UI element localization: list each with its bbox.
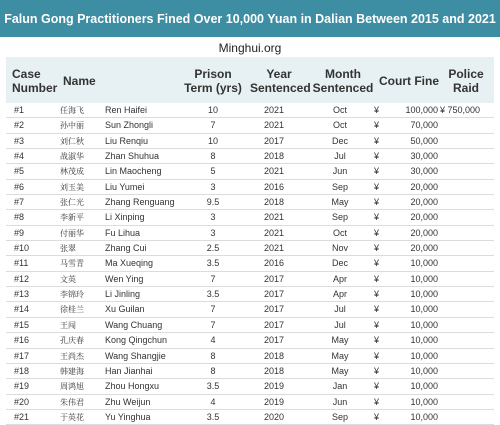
year-sentenced-cell: 2021	[263, 227, 285, 238]
court-fine-cell: 20,000	[410, 227, 438, 238]
case-number-cell: #1	[14, 105, 25, 115]
case-number-cell: #18	[14, 365, 30, 376]
chinese-name-cell: 孙中丽	[60, 121, 84, 131]
name-cell: Ren Haifei	[105, 105, 148, 115]
month-sentenced-cell: Dec	[331, 135, 348, 146]
table-row	[6, 164, 494, 179]
year-sentenced-cell: 2019	[263, 396, 285, 407]
yen-symbol: ¥	[374, 105, 380, 115]
yen-symbol: ¥	[374, 135, 380, 146]
prison-term-cell: 8	[210, 365, 216, 376]
name-cell: Zhou Hongxu	[105, 381, 160, 392]
case-number-cell: #16	[14, 335, 30, 346]
case-number-cell: #14	[14, 304, 30, 315]
month-sentenced-cell: Oct	[332, 120, 347, 131]
month-sentenced-cell: May	[331, 197, 349, 208]
prison-term-cell: 8	[210, 350, 216, 361]
yen-symbol: ¥	[374, 243, 380, 254]
year-sentenced-cell: 2018	[263, 350, 285, 361]
prison-term-cell: 2.5	[206, 243, 220, 254]
chinese-name-cell: 韩建海	[60, 366, 84, 376]
case-number-cell: #5	[14, 166, 25, 177]
case-number-cell: #2	[14, 120, 25, 131]
prison-term-cell: 8	[210, 151, 216, 162]
court-fine-cell: 10,000	[410, 304, 438, 315]
year-sentenced-cell: 2017	[263, 135, 285, 146]
case-number-cell: #12	[14, 273, 30, 284]
table-row	[6, 333, 494, 348]
case-number-cell: #6	[14, 181, 25, 192]
name-cell: Fu Lihua	[105, 227, 141, 238]
prison-term-cell: 3	[210, 212, 216, 223]
chinese-name-cell: 刘玉美	[60, 182, 84, 192]
prison-term-cell: 4	[210, 396, 216, 407]
court-fine-cell: 10,000	[410, 365, 438, 376]
prison-term-cell: 10	[207, 105, 218, 115]
month-sentenced-cell: May	[331, 365, 349, 376]
chinese-name-cell: 周鸿旭	[60, 382, 84, 392]
year-sentenced-cell: 2018	[263, 151, 285, 162]
court-fine-cell: 20,000	[410, 181, 438, 192]
name-cell: Xu Guilan	[105, 304, 145, 315]
month-sentenced-cell: Jul	[334, 304, 346, 315]
yen-symbol: ¥	[374, 411, 380, 422]
prison-term-cell: 3	[210, 181, 216, 192]
court-fine-cell: 70,000	[410, 120, 438, 131]
table-row	[6, 149, 494, 164]
case-number-cell: #8	[14, 212, 25, 223]
chinese-name-cell: 徐桂兰	[60, 305, 84, 315]
prison-term-cell: 10	[207, 135, 218, 146]
year-sentenced-cell: 2017	[263, 304, 285, 315]
yen-symbol: ¥	[374, 227, 380, 238]
table-header	[6, 57, 494, 103]
court-fine-cell: 50,000	[410, 135, 438, 146]
yen-symbol: ¥	[374, 181, 380, 192]
chinese-name-cell: 付丽华	[60, 228, 84, 238]
year-sentenced-cell: 2021	[263, 243, 285, 254]
court-fine-cell: 20,000	[410, 197, 438, 208]
prison-term-cell: 7	[210, 273, 216, 284]
year-sentenced-cell: 2017	[263, 273, 285, 284]
chinese-name-cell: 王闯	[60, 320, 76, 330]
header-prison-term: Prison Term (yrs)	[184, 67, 242, 95]
month-sentenced-cell: Oct	[332, 105, 347, 115]
table-row	[6, 379, 494, 394]
yen-symbol: ¥	[374, 120, 380, 131]
month-sentenced-cell: Dec	[331, 258, 348, 269]
month-sentenced-cell: Apr	[332, 289, 347, 300]
chinese-name-cell: 于英花	[60, 412, 84, 422]
yen-symbol: ¥	[374, 335, 380, 346]
yen-symbol: ¥	[374, 304, 380, 315]
table-row	[6, 103, 494, 118]
year-sentenced-cell: 2016	[263, 258, 285, 269]
name-cell: Wen Ying	[105, 273, 144, 284]
year-sentenced-cell: 2019	[263, 381, 285, 392]
chinese-name-cell: 朱伟君	[60, 397, 84, 407]
chinese-name-cell: 王尚杰	[60, 351, 84, 361]
name-cell: Zhan Shuhua	[105, 151, 160, 162]
month-sentenced-cell: Nov	[331, 243, 348, 254]
table-row	[6, 349, 494, 364]
name-cell: Zhang Cui	[105, 243, 147, 254]
chinese-name-cell: 李新平	[60, 213, 84, 223]
court-fine-cell: 10,000	[410, 350, 438, 361]
name-cell: Han Jianhai	[105, 365, 153, 376]
month-sentenced-cell: May	[331, 350, 349, 361]
table-row	[6, 272, 494, 287]
yen-symbol: ¥	[374, 289, 380, 300]
name-cell: Ma Xueqing	[105, 258, 154, 269]
table-row	[6, 395, 494, 410]
name-cell: Zhang Renguang	[105, 197, 175, 208]
table-row	[6, 318, 494, 333]
case-number-cell: #19	[14, 381, 30, 392]
court-fine-cell: 30,000	[410, 151, 438, 162]
month-sentenced-cell: Sep	[331, 212, 348, 223]
prison-term-cell: 3.5	[206, 411, 220, 422]
year-sentenced-cell: 2018	[263, 365, 285, 376]
page-title	[0, 0, 500, 37]
table-row	[6, 180, 494, 195]
name-cell: Lin Maocheng	[105, 166, 162, 177]
year-sentenced-cell: 2021	[263, 120, 285, 131]
prison-term-cell: 4	[210, 335, 216, 346]
case-number-cell: #13	[14, 289, 30, 300]
name-cell: Kong Qingchun	[105, 335, 168, 346]
month-sentenced-cell: Oct	[332, 227, 347, 238]
table-row	[6, 256, 494, 271]
table-row	[6, 195, 494, 210]
prison-term-cell: 9.5	[206, 197, 220, 208]
prison-term-cell: 7	[210, 120, 216, 131]
yen-symbol: ¥	[374, 381, 380, 392]
table-row	[6, 210, 494, 225]
name-cell: Li Xinping	[105, 212, 145, 223]
court-fine-cell: 10,000	[410, 273, 438, 284]
header-court-fine: Court Fine	[379, 74, 439, 88]
case-number-cell: #17	[14, 350, 30, 361]
name-cell: Liu Yumei	[105, 181, 145, 192]
court-fine-cell: 10,000	[410, 258, 438, 269]
month-sentenced-cell: May	[331, 335, 349, 346]
header-year-sentenced: Year Sentenced	[250, 67, 311, 95]
case-number-cell: #10	[14, 243, 30, 254]
header-police-raid: Police Raid	[448, 67, 484, 95]
court-fine-cell: 10,000	[410, 289, 438, 300]
prison-term-cell: 3.5	[206, 258, 220, 269]
court-fine-cell: 10,000	[410, 411, 438, 422]
year-sentenced-cell: 2017	[263, 335, 285, 346]
case-number-cell: #15	[14, 319, 30, 330]
case-number-cell: #20	[14, 396, 30, 407]
name-cell: Zhu Weijun	[105, 396, 151, 407]
year-sentenced-cell: 2017	[263, 319, 285, 330]
case-number-cell: #21	[14, 411, 30, 422]
police-raid-cell: ¥ 750,000	[440, 105, 481, 115]
year-sentenced-cell: 2021	[263, 212, 285, 223]
table-row	[6, 118, 494, 133]
case-number-cell: #11	[14, 258, 29, 269]
name-cell: Sun Zhongli	[105, 120, 154, 131]
name-cell: Wang Chuang	[105, 319, 163, 330]
chinese-name-cell: 任海飞	[60, 106, 84, 115]
yen-symbol: ¥	[374, 396, 380, 407]
title-text: Falun Gong Practitioners Fined Over 10,000 Yuan in Dalian Between 2015 and 2021	[4, 11, 496, 26]
year-sentenced-cell: 2021	[263, 166, 285, 177]
name-cell: Li Jinling	[105, 289, 141, 300]
table-row	[6, 134, 494, 149]
yen-symbol: ¥	[374, 319, 380, 330]
month-sentenced-cell: Jul	[334, 319, 346, 330]
month-sentenced-cell: Jun	[332, 166, 348, 177]
yen-symbol: ¥	[374, 350, 380, 361]
court-fine-cell: 20,000	[410, 212, 438, 223]
header-name: Name	[63, 74, 96, 88]
chinese-name-cell: 马雪青	[60, 259, 84, 269]
yen-symbol: ¥	[374, 151, 380, 162]
year-sentenced-cell: 2020	[263, 411, 285, 422]
month-sentenced-cell: Jun	[332, 396, 348, 407]
yen-symbol: ¥	[374, 197, 380, 208]
court-fine-cell: 30,000	[410, 166, 438, 177]
prison-term-cell: 5	[210, 166, 216, 177]
prison-term-cell: 3.5	[206, 381, 220, 392]
table-row	[6, 226, 494, 241]
month-sentenced-cell: Jan	[332, 381, 348, 392]
yen-symbol: ¥	[374, 212, 380, 223]
table-row	[6, 302, 494, 317]
table-row	[6, 287, 494, 302]
year-sentenced-cell: 2017	[263, 289, 285, 300]
table-row	[6, 410, 494, 425]
chinese-name-cell: 文英	[60, 274, 76, 284]
name-cell: Yu Yinghua	[105, 411, 151, 422]
table-body	[6, 103, 494, 425]
source-label: Minghui.org	[218, 41, 282, 55]
court-fine-cell: 100,000	[405, 105, 438, 115]
prison-term-cell: 3.5	[206, 289, 220, 300]
court-fine-cell: 10,000	[410, 319, 438, 330]
yen-symbol: ¥	[374, 273, 380, 284]
chinese-name-cell: 战淑华	[60, 152, 84, 162]
case-number-cell: #9	[14, 227, 25, 238]
name-cell: Wang Shangjie	[105, 350, 166, 361]
prison-term-cell: 3	[210, 227, 216, 238]
court-fine-cell: 10,000	[410, 381, 438, 392]
case-number-cell: #3	[14, 135, 25, 146]
case-number-cell: #7	[14, 197, 25, 208]
court-fine-cell: 10,000	[410, 335, 438, 346]
chinese-name-cell: 张翠	[60, 244, 76, 254]
table-row	[6, 364, 494, 379]
yen-symbol: ¥	[374, 258, 380, 269]
year-sentenced-cell: 2016	[263, 181, 285, 192]
year-sentenced-cell: 2018	[263, 197, 285, 208]
yen-symbol: ¥	[374, 166, 380, 177]
table-row	[6, 241, 494, 256]
chinese-name-cell: 李锦玲	[60, 290, 84, 300]
name-cell: Liu Renqiu	[105, 135, 149, 146]
chinese-name-cell: 张仁光	[60, 198, 84, 208]
month-sentenced-cell: Sep	[331, 181, 348, 192]
yen-symbol: ¥	[374, 365, 380, 376]
header-month-sentenced: Month Sentenced	[312, 67, 374, 95]
chinese-name-cell: 刘仁秋	[60, 136, 84, 146]
chinese-name-cell: 孔庆春	[60, 336, 84, 346]
year-sentenced-cell: 2021	[263, 105, 285, 115]
chinese-name-cell: 林茂成	[60, 167, 84, 177]
court-fine-cell: 20,000	[410, 243, 438, 254]
court-fine-cell: 10,000	[410, 396, 438, 407]
month-sentenced-cell: Apr	[332, 273, 347, 284]
case-number-cell: #4	[14, 151, 25, 162]
prison-term-cell: 7	[210, 304, 216, 315]
prison-term-cell: 7	[210, 319, 216, 330]
month-sentenced-cell: Jul	[334, 151, 346, 162]
month-sentenced-cell: Sep	[331, 411, 348, 422]
header-case-number: Case Number	[12, 67, 58, 95]
